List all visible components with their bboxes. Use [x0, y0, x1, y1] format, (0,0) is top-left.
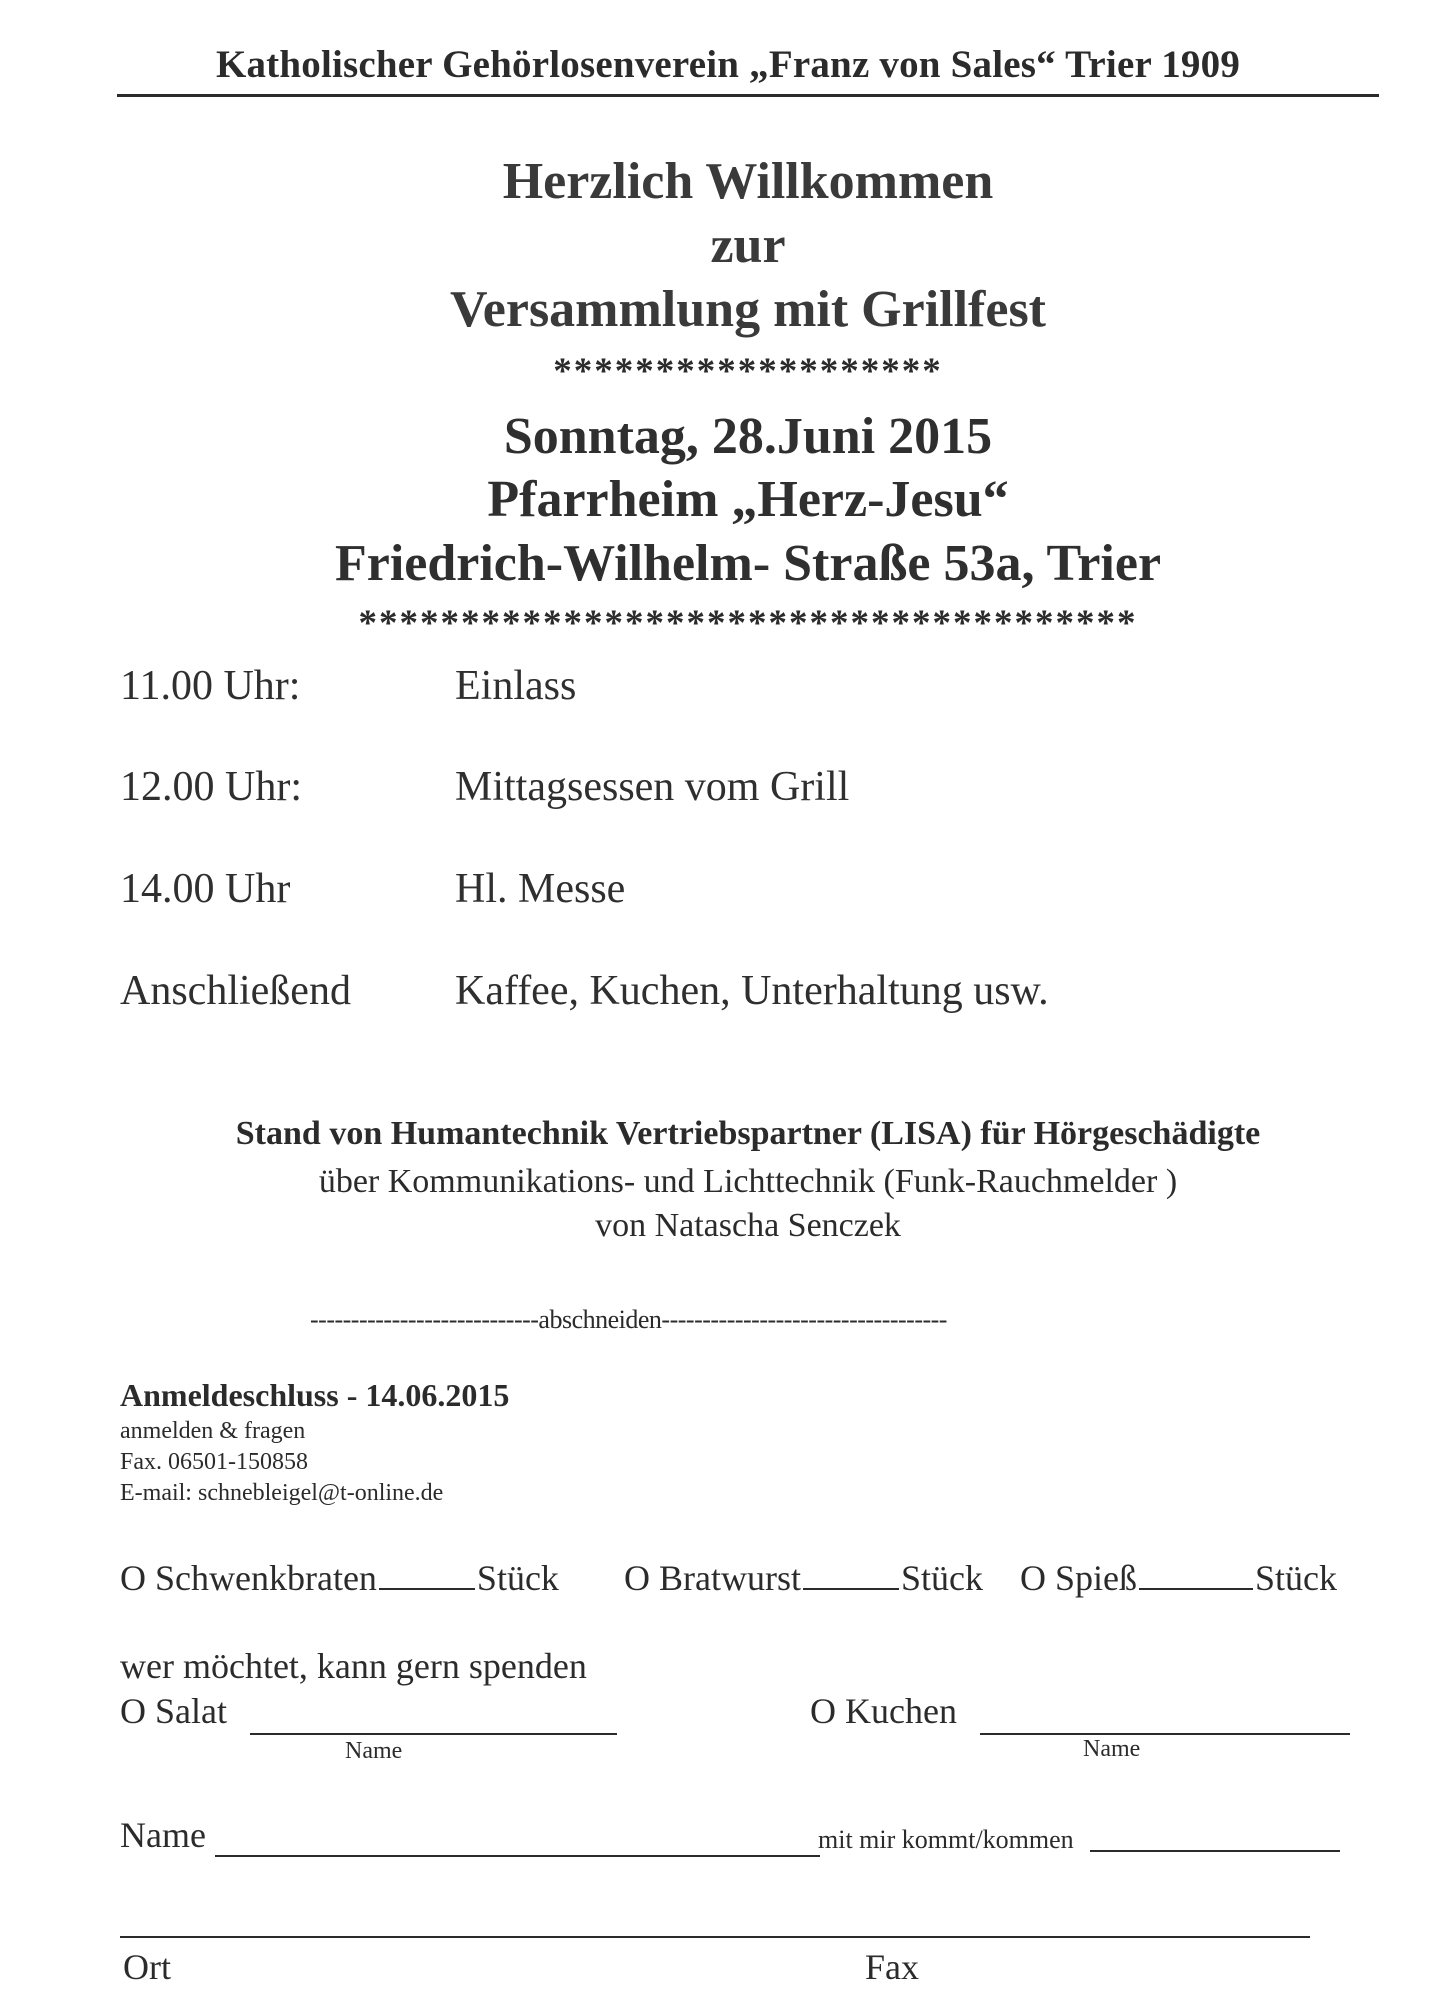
salad-name-caption: Name	[345, 1738, 403, 1764]
order-schwenkbraten[interactable]	[120, 1557, 559, 1599]
contact-label: anmelden & fragen	[120, 1418, 306, 1444]
companions-field[interactable]	[1090, 1850, 1340, 1852]
quantity-blank[interactable]	[379, 1588, 475, 1590]
registration-deadline: Anmeldeschluss - 14.06.2015	[120, 1377, 510, 1413]
schedule-time: 12.00 Uhr:	[120, 764, 302, 810]
cake-name-field[interactable]	[980, 1733, 1350, 1735]
welcome-line-2: zur	[710, 217, 786, 274]
event-venue: Pfarrheim „Herz-Jesu“	[487, 471, 1009, 528]
cake-name-caption: Name	[1083, 1736, 1141, 1762]
schedule-time: Anschließend	[120, 968, 351, 1014]
stand-presenter: von Natascha Senczek	[595, 1207, 901, 1244]
organization-header: Katholischer Gehörlosenverein „Franz von Sales“ Trier 1909	[215, 43, 1241, 86]
email-address: E-mail: schnebleigel@t-online.de	[120, 1480, 444, 1506]
salad-option[interactable]: O Salat	[120, 1691, 227, 1731]
name-label: Name	[120, 1815, 206, 1855]
schedule-time: 11.00 Uhr:	[120, 663, 301, 709]
place-label: Ort	[123, 1947, 171, 1987]
header-divider	[117, 94, 1379, 97]
fax-label: Fax	[865, 1947, 919, 1987]
fax-number: Fax. 06501-150858	[120, 1449, 308, 1475]
order-spiess[interactable]	[1020, 1557, 1337, 1599]
star-divider-long: **************************************	[358, 603, 1138, 644]
quantity-blank[interactable]	[1139, 1588, 1253, 1590]
address-fax-field[interactable]	[120, 1936, 1310, 1938]
schedule-item: Kaffee, Kuchen, Unterhaltung usw.	[455, 968, 1049, 1014]
name-field[interactable]	[215, 1855, 820, 1857]
order-unit: Stück	[1255, 1558, 1338, 1598]
order-label: O Schwenkbraten	[120, 1558, 377, 1598]
cake-option[interactable]: O Kuchen	[810, 1691, 957, 1731]
stand-title: Stand von Humantechnik Vertriebspartner (LISA) für Hörgeschädigte	[235, 1115, 1261, 1152]
star-divider-short: *******************	[553, 351, 943, 392]
schedule-item: Mittagsessen vom Grill	[455, 764, 850, 810]
schedule-item: Einlass	[455, 663, 577, 709]
quantity-blank[interactable]	[803, 1588, 899, 1590]
order-unit: Stück	[476, 1558, 559, 1598]
cut-line: ----------------------------abschneiden-----------------------------------	[310, 1305, 947, 1334]
order-unit: Stück	[900, 1558, 983, 1598]
order-bratwurst[interactable]	[624, 1557, 983, 1599]
schedule-item: Hl. Messe	[455, 866, 626, 912]
event-address: Friedrich-Wilhelm- Straße 53a, Trier	[334, 535, 1162, 592]
companions-label: mit mir kommt/kommen	[818, 1825, 1074, 1854]
stand-description: über Kommunikations- und Lichttechnik (Funk-Rauchmelder )	[318, 1163, 1178, 1200]
schedule-time: 14.00 Uhr	[120, 866, 291, 912]
welcome-line-1: Herzlich Willkommen	[502, 153, 994, 210]
order-label: O Bratwurst	[624, 1558, 801, 1598]
event-date: Sonntag, 28.Juni 2015	[503, 408, 993, 465]
order-label: O Spieß	[1020, 1558, 1137, 1598]
donation-prompt: wer möchtet, kann gern spenden	[120, 1646, 587, 1686]
welcome-line-3: Versammlung mit Grillfest	[450, 281, 1046, 338]
salad-name-field[interactable]	[250, 1733, 617, 1735]
